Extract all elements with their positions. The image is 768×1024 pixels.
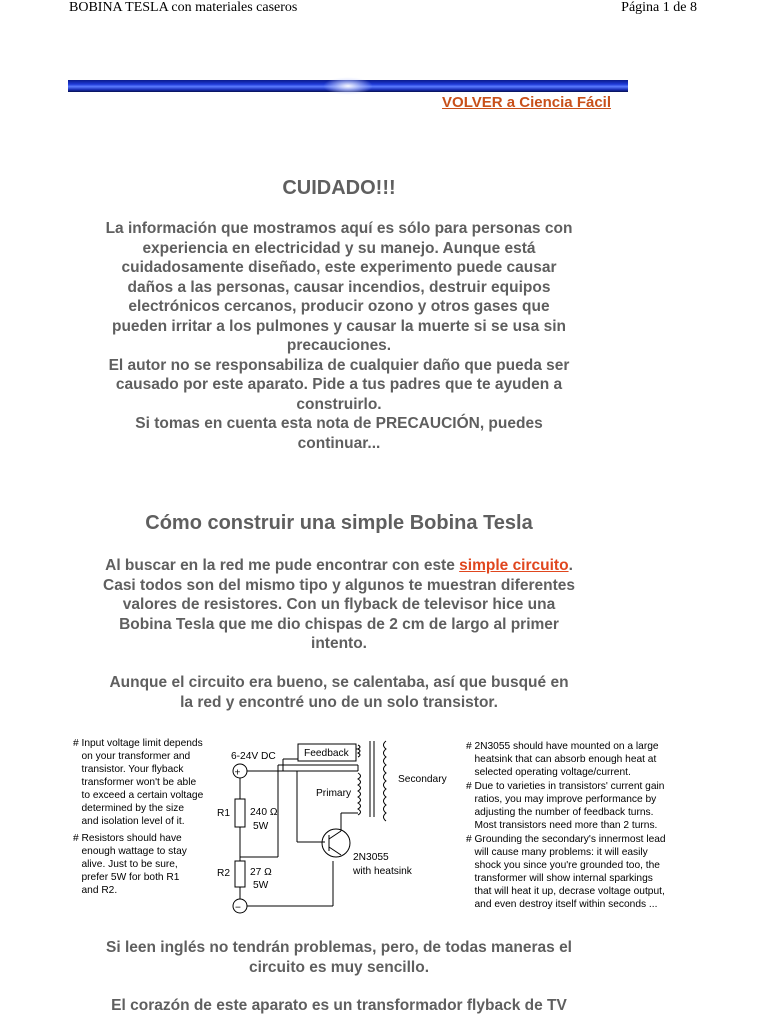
- secondary-coil: [384, 741, 387, 821]
- right-notes: [466, 741, 666, 910]
- warning-line: pueden irritar a los pulmones y causar la muerte si se usa sin: [112, 317, 566, 335]
- left-notes: [73, 738, 204, 896]
- feedback-label: Feedback: [304, 748, 349, 759]
- paragraph-line: circuito es muy sencillo.: [248, 958, 430, 976]
- warning-line: construirlo.: [296, 395, 382, 413]
- left-note-line: prefer 5W for both R1: [73, 872, 180, 883]
- warning-line: precauciones.: [286, 337, 392, 354]
- r2-watt: 5W: [253, 880, 269, 891]
- right-note-line: selected operating voltage/current.: [466, 767, 631, 778]
- warning-line: La información que mostramos aquí es sólo para personas con: [105, 220, 573, 237]
- intro-line: valores de resistores. Con un flyback de televisor hice una: [122, 596, 556, 613]
- resistor-r2: [235, 861, 245, 887]
- english-note-paragraph: [69, 938, 609, 977]
- circuit: [217, 741, 448, 914]
- header-divider-bar: [68, 80, 628, 92]
- intro-paragraph: [69, 556, 609, 654]
- right-note-line: that will heat it up, decrase voltage output,: [466, 886, 665, 897]
- intro-text: Al buscar en la red me pude encontrar con este: [105, 557, 455, 574]
- paragraph-line: Si leen inglés no tendrán problemas, pero, de todas maneras el: [106, 939, 572, 956]
- paragraph-line: Aunque el circuito era bueno, se calentaba, así que busqué en: [109, 674, 569, 691]
- second-paragraph: [69, 673, 609, 712]
- section-title: Cómo construir una simple Bobina Tesla: [145, 512, 533, 534]
- feedback-coil: [358, 745, 360, 757]
- left-note-line: # Input voltage limit depends: [73, 738, 203, 749]
- left-note-line: # Resistors should have: [73, 833, 182, 844]
- left-note-line: on your transformer and: [73, 751, 191, 762]
- intro-line: Bobina Tesla que me dio chispas de 2 cm de largo al primer: [119, 615, 559, 633]
- intro-line: intento.: [311, 635, 367, 652]
- plus-sign: +: [234, 767, 241, 779]
- intro-first-line: [69, 556, 609, 576]
- minus-sign: −: [235, 902, 241, 914]
- warning-line: El autor no se responsabiliza de cualquier daño que pueda ser: [108, 356, 570, 374]
- primary-coil: [358, 773, 361, 815]
- right-note-line: will cause many problems: it will easily: [466, 847, 648, 858]
- warning-line: causado por este aparato. Pide a tus padres que te ayuden a: [115, 376, 563, 393]
- r1-watt: 5W: [253, 821, 269, 832]
- left-note-line: and isolation level of it.: [73, 816, 185, 827]
- left-note-line: transformer won't be able: [73, 777, 197, 788]
- paragraph-line: la red y encontré uno de un solo transistor.: [180, 693, 498, 711]
- right-note-line: shock you since you're grounded too, the: [466, 860, 660, 871]
- warning-line: experiencia en electricidad y su manejo. Aunque está: [142, 239, 536, 257]
- right-note-line: and even destroy itself within seconds ...: [466, 899, 658, 910]
- voltage-label: 6-24V DC: [231, 751, 276, 762]
- tesla-circuit-diagram: [73, 735, 685, 920]
- back-link[interactable]: VOLVER a Ciencia Fácil: [442, 94, 611, 111]
- r1-label: R1: [217, 808, 231, 819]
- secondary-label: Secondary: [398, 774, 447, 785]
- transistor-note: with heatsink: [353, 866, 412, 877]
- warning-text: [69, 219, 609, 453]
- warning-title: CUIDADO!!!: [282, 177, 396, 199]
- warning-line: daños a las personas, causar incendios, destruir equipos: [127, 278, 551, 296]
- primary-label: Primary: [316, 788, 352, 799]
- resistor-r1: [235, 799, 245, 827]
- intro-period: .: [568, 557, 573, 574]
- right-note-line: ratios, you may improve performance by: [466, 794, 657, 805]
- right-note-line: adjusting the number of feedback turns.: [466, 807, 654, 818]
- left-note-line: alive. Just to be sure,: [73, 859, 178, 870]
- transistor-label: 2N3055: [353, 852, 389, 863]
- simple-circuit-link[interactable]: simple circuito: [459, 557, 569, 574]
- right-note-line: # Grounding the secondary's innermost lead: [466, 834, 666, 845]
- right-note-line: transformer will show internal sparkings: [466, 873, 653, 884]
- left-note-line: determined by the size: [73, 803, 184, 814]
- left-note-line: to exceed a certain voltage: [73, 790, 204, 801]
- r1-value: 240 Ω: [250, 807, 278, 818]
- r2-label: R2: [217, 868, 231, 879]
- warning-line: continuar...: [297, 434, 381, 452]
- left-note-line: and R2.: [73, 885, 118, 896]
- right-note-line: # Due to varieties in transistors' current gain: [466, 781, 665, 792]
- left-note-line: enough wattage to stay: [73, 846, 187, 857]
- flyback-paragraph: El corazón de este aparato es un transformador flyback de TV: [111, 997, 567, 1014]
- r2-value: 27 Ω: [250, 867, 272, 878]
- right-note-line: # 2N3055 should have mounted on a large: [466, 741, 659, 752]
- warning-line: cuidadosamente diseñado, este experimento puede causar: [121, 259, 557, 276]
- warning-line: electrónicos cercanos, producir ozono y otros gases que: [128, 298, 550, 315]
- transistor-symbol: [322, 829, 350, 857]
- document-header-title: BOBINA TESLA con materiales caseros: [69, 0, 298, 15]
- page-number: Página 1 de 8: [621, 0, 697, 15]
- right-note-line: Most transistors need more than 2 turns.: [466, 820, 658, 831]
- left-note-line: transistor. Your flyback: [73, 764, 184, 775]
- intro-line: Casi todos son del mismo tipo y algunos te muestran diferentes: [103, 576, 575, 594]
- warning-line: Si tomas en cuenta esta nota de PRECAUCIÓN, puedes: [135, 415, 543, 432]
- right-note-line: heatsink that can absorb enough heat at: [466, 754, 657, 765]
